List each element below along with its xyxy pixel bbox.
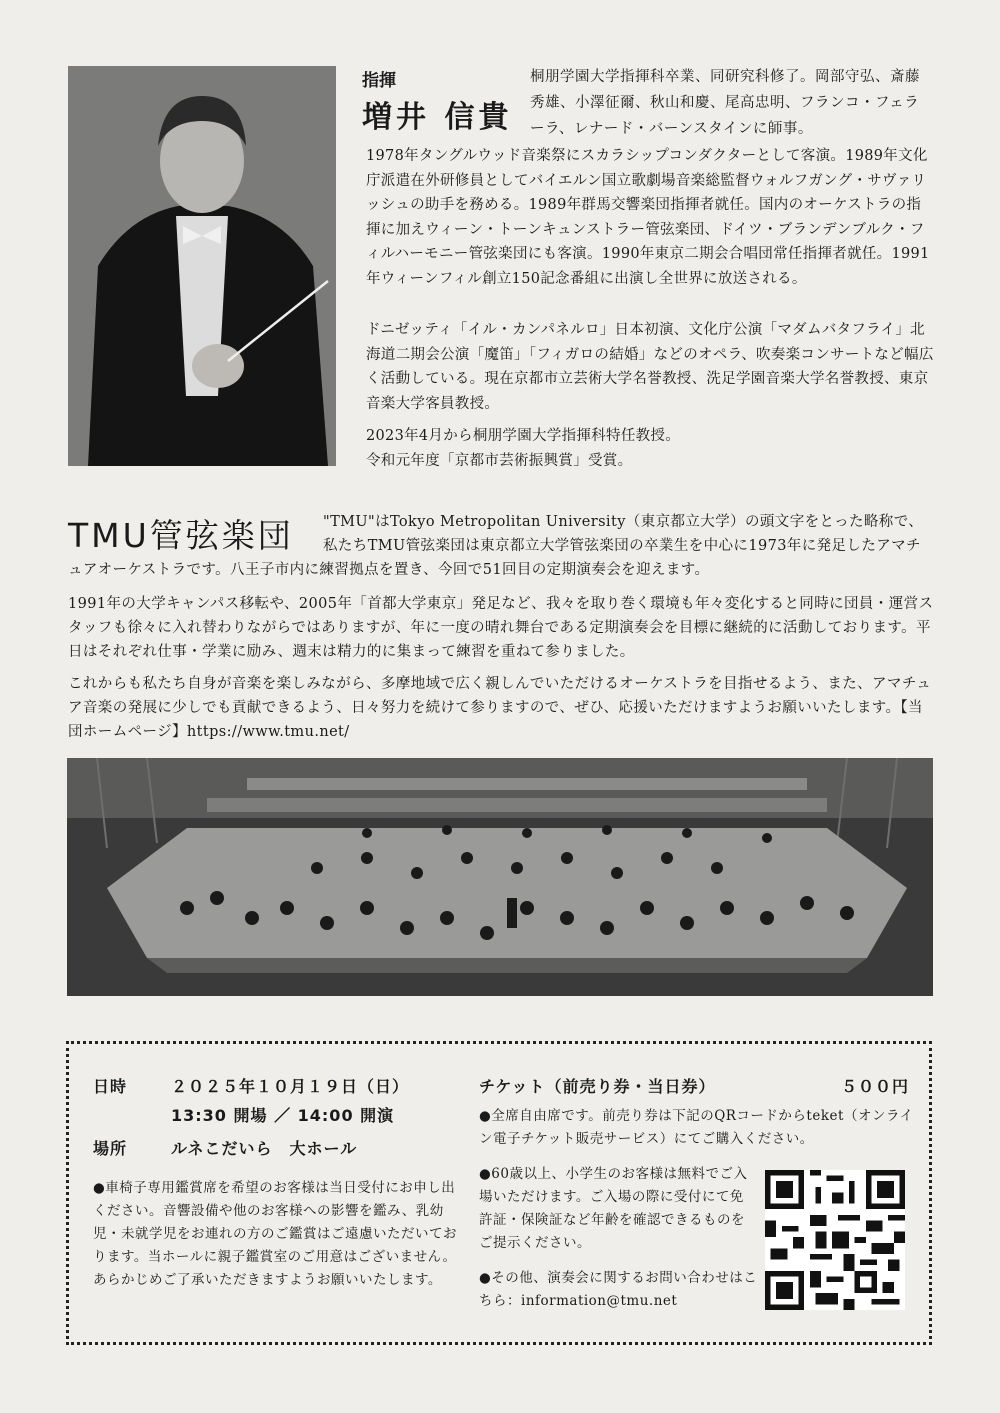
conductor-bio-career xyxy=(366,144,936,291)
time-value: 13:30 開場 ／ 14:00 開演 xyxy=(171,1106,395,1125)
conductor-bio-recent xyxy=(366,424,936,473)
venue-row xyxy=(93,1136,463,1159)
orchestra-paragraph: 1991年の大学キャンパス移転や、2005年「首都大学東京」発足など、我々を取り巻く環境も年々変化すると同時に団員・運営スタッフも徐々に入れ替わりながらではありますが、年に一度の晴れ舞台である定期演奏会を目標に継続的に活動しております。平日はそれぞれ仕事・学業に励み、週末は精力的に集まって練習を重ねて参りました。 xyxy=(68,596,934,660)
orchestra-title: TMU管弦楽団 xyxy=(68,516,294,555)
bio-paragraph: 1978年タングルウッド音楽祭にスカラシップコンダクターとして客演。1989年文化庁派遣在外研修員としてバイエルン国立歌劇場音楽総監督ウォルフガング・サヴァリッシュの助手を務める。1989年群馬交響楽団指揮者就任。国内のオーケストラの指揮に加えウィーン・トーンキュンストラー管弦楽団、ドイツ・ブランデンブルク・フィルハーモニー管弦楽団にも客演。1990年東京二期会合唱団常任指揮者就任。1991年ウィーンフィル創立150記念番組に出演し全世界に放送される。 xyxy=(366,148,930,287)
ticket-label: チケット（前売り券・当日券） xyxy=(479,1077,716,1096)
concert-info-box xyxy=(66,1041,932,1345)
orchestra-intro-text: "TMU"はTokyo Metropolitan University（東京都立大学）の頭文字をとった略称で、私たちTMU管弦楽団は東京都立大学管弦楽団の卒業生を中心に1973年に発足したアマチュアオーケストラです。八王子市内に練習拠点を置き、今回で51回目の定期演奏会を迎えます。 xyxy=(68,514,924,578)
orchestra-history xyxy=(68,592,934,664)
orchestra-paragraph: これからも私たち自身が音楽を楽しみながら、多摩地域で広く親しんでいただけるオーケストラを目指せるよう、また、アマチュア音楽の発展に少しでも貢献できるよう、日々努力を続けて参りますので、ぜひ、応援いただけますようお願いいたします。【当団ホームページ】https://www.tmu.net/ xyxy=(68,676,932,740)
contact-note: ●その他、演奏会に関するお問い合わせはこちら：information@tmu.net xyxy=(479,1270,758,1309)
venue-value: ルネこだいら 大ホール xyxy=(171,1139,358,1158)
ticket-row xyxy=(479,1074,919,1097)
date-label: 日時 xyxy=(93,1077,128,1096)
conductor-role: 指揮 xyxy=(362,71,396,91)
ticket-price: ５００円 xyxy=(840,1077,909,1096)
senior-note: ●60歳以上、小学生のお客様は無料でご入場いただけます。ご入場の際に受付にて免許証・保険証など年齢を確認できるものをご提示ください。 xyxy=(479,1166,748,1251)
ticket-note: ●全席自由席です。前売り券は下記のQRコードからteket（オンライン電子チケット販売サービス）にてご購入ください。 xyxy=(479,1108,914,1147)
conductor-photo xyxy=(68,66,336,466)
ticket-qr-code[interactable] xyxy=(765,1170,905,1310)
conductor-bio-education: 桐朋学園大学指揮科卒業、同研究科修了。岡部守弘、斎藤秀雄、小澤征爾、秋山和慶、尾高忠明、フランコ・フェラーラ、レナード・バーンスタインに師事。 xyxy=(530,69,920,137)
bio-line: 2023年4月から桐朋学園大学指揮科特任教授。 xyxy=(366,428,681,444)
concert-info-left xyxy=(93,1074,463,1292)
venue-label: 場所 xyxy=(93,1139,128,1158)
conductor-bio-activities xyxy=(366,318,936,416)
orchestra-stage-photo xyxy=(67,758,933,996)
date-row xyxy=(93,1074,463,1097)
orchestra-intro xyxy=(68,510,934,582)
wheelchair-note: ●車椅子専用鑑賞席を希望のお客様は当日受付にお申し出ください。音響設備や他のお客様への影響を鑑み、乳幼児・未就学児をお連れの方のご鑑賞はご遠慮いただいております。当ホールに親子鑑賞室のご用意はございません。あらかじめご了承いただきますようお願いいたします。 xyxy=(93,1180,457,1288)
date-value: ２０２５年１０月１９日（日） xyxy=(171,1077,410,1096)
bio-paragraph: ドニゼッティ「イル・カンパネルロ」日本初演、文化庁公演「マダムバタフライ」北海道二期会公演「魔笛」「フィガロの結婚」などのオペラ、吹奏楽コンサートなど幅広く活動している。現在京都市立芸術大学名誉教授、洗足学園音楽大学名誉教授、東京音楽大学客員教授。 xyxy=(366,322,934,412)
bio-line: 令和元年度「京都市芸術振興賞」受賞。 xyxy=(366,452,633,469)
conductor-name: 増井 信貴 xyxy=(362,100,513,135)
orchestra-message xyxy=(68,672,934,744)
